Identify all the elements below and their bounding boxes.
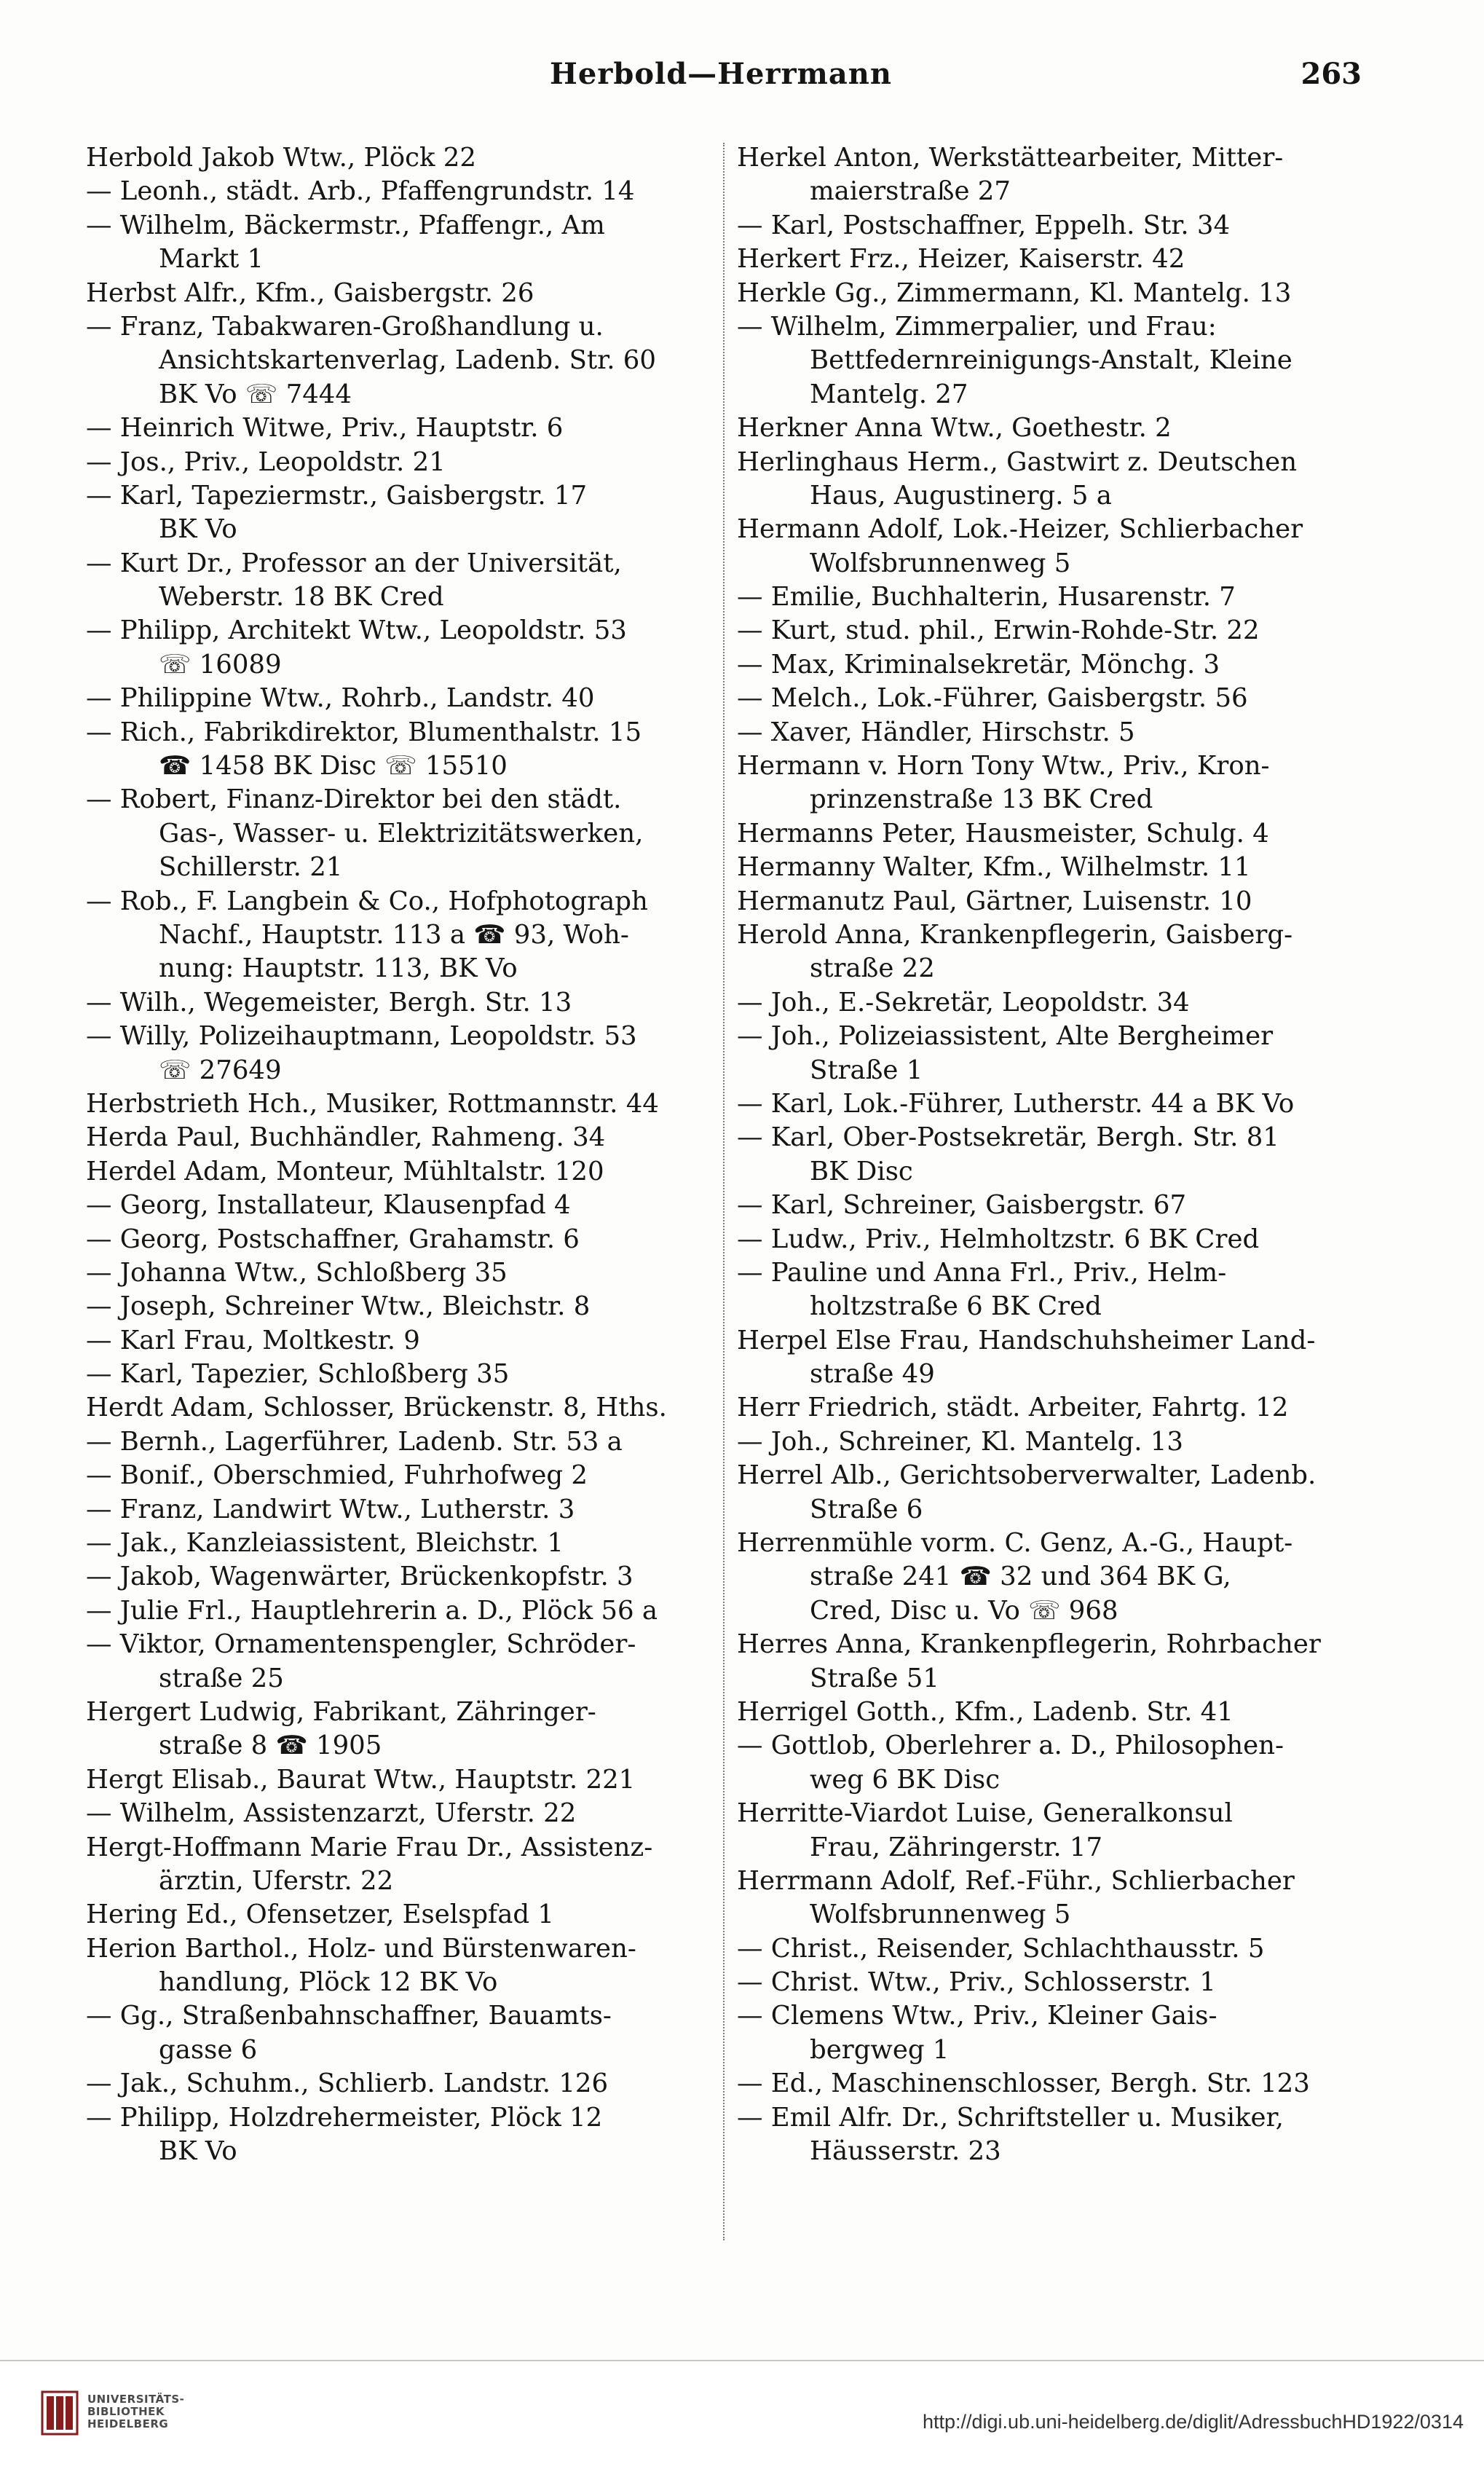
directory-entry: — Melch., Lok.-Führer, Gaisbergstr. 56 (737, 683, 1248, 714)
directory-entry: Herda Paul, Buchhändler, Rahmeng. 34 (86, 1122, 606, 1153)
directory-entry: Hermann v. Horn Tony Wtw., Priv., Kron- (737, 751, 1270, 782)
directory-entry: Herpel Else Frau, Handschuhsheimer Land- (737, 1325, 1316, 1355)
directory-entry: — Georg, Installateur, Klausenpfad 4 (86, 1190, 571, 1221)
entry-continuation-line: Bettfedernreinigungs-Anstalt, Kleine (810, 345, 1292, 376)
entry-continuation-line: Gas-, Wasser- u. Elektrizitätswerken, (159, 818, 644, 849)
entry-continuation-line: Mantelg. 27 (810, 379, 968, 409)
directory-entry: — Jak., Kanzleiassistent, Bleichstr. 1 (86, 1528, 564, 1559)
directory-entry: — Karl Frau, Moltkestr. 9 (86, 1325, 420, 1355)
entry-continuation-line: straße 49 (810, 1359, 935, 1390)
directory-entry: Herbstrieth Hch., Musiker, Rottmannstr. 44 (86, 1088, 659, 1119)
directory-entry: Herkert Frz., Heizer, Kaiserstr. 42 (737, 244, 1185, 275)
directory-entry: — Jak., Schuhm., Schlierb. Landstr. 126 (86, 2068, 609, 2099)
logo-line: HEIDELBERG (87, 2417, 169, 2430)
directory-entry: — Max, Kriminalsekretär, Mönchg. 3 (737, 649, 1220, 680)
directory-entry: — Pauline und Anna Frl., Priv., Helm- (737, 1257, 1227, 1288)
column-divider (723, 143, 725, 2240)
directory-entry: — Gg., Straßenbahnschaffner, Bauamts- (86, 2001, 612, 2031)
entry-continuation-line: straße 241 ☎ 32 und 364 BK G, (810, 1562, 1231, 1592)
entry-continuation-line: straße 22 (810, 953, 935, 984)
entry-continuation-line: ☏ 16089 (159, 649, 282, 680)
directory-entry: Herritte-Viardot Luise, Generalkonsul (737, 1798, 1233, 1829)
directory-entry: Herkel Anton, Werkstättearbeiter, Mitter- (737, 143, 1284, 173)
directory-entry: Herrenmühle vorm. C. Genz, A.-G., Haupt- (737, 1528, 1293, 1559)
directory-entry: — Ed., Maschinenschlosser, Bergh. Str. 123 (737, 2068, 1310, 2099)
entry-continuation-line: Straße 51 (810, 1663, 939, 1693)
entry-continuation-line: BK Vo (159, 2136, 237, 2167)
directory-entry: Herrel Alb., Gerichtsoberverwalter, Ladenb. (737, 1460, 1317, 1491)
directory-entry: Herdt Adam, Schlosser, Brückenstr. 8, Hths. (86, 1393, 667, 1423)
directory-entry: Hermanutz Paul, Gärtner, Luisenstr. 10 (737, 886, 1252, 916)
directory-entry: — Viktor, Ornamentenspengler, Schröder- (86, 1629, 636, 1660)
directory-entry: — Kurt Dr., Professor an der Universität, (86, 548, 622, 578)
page-number: 263 (1301, 57, 1362, 91)
entry-continuation-line: Haus, Augustinerg. 5 a (810, 480, 1112, 511)
directory-entry: Herbold Jakob Wtw., Plöck 22 (86, 143, 476, 173)
left-column (86, 141, 712, 2168)
entry-continuation-line: Wolfsbrunnenweg 5 (810, 548, 1071, 578)
right-column (737, 141, 1363, 2168)
directory-entry: Herr Friedrich, städt. Arbeiter, Fahrtg. 12 (737, 1393, 1289, 1423)
entry-continuation-line: Markt 1 (159, 244, 264, 275)
entry-continuation-line: Weberstr. 18 BK Cred (159, 582, 444, 613)
logo-line: UNIVERSITÄTS- (87, 2393, 185, 2406)
running-title: Herbold—Herrmann (550, 57, 892, 91)
directory-entry: Herrmann Adolf, Ref.-Führ., Schlierbacher (737, 1865, 1295, 1896)
entry-continuation-line: weg 6 BK Disc (810, 1764, 1000, 1795)
directory-entry: — Jos., Priv., Leopoldstr. 21 (86, 446, 446, 477)
entry-continuation-line: prinzenstraße 13 BK Cred (810, 784, 1153, 815)
entry-continuation-line: handlung, Plöck 12 BK Vo (159, 1967, 498, 1998)
directory-entry: — Wilh., Wegemeister, Bergh. Str. 13 (86, 987, 572, 1017)
university-library-logo-icon (38, 2388, 82, 2438)
entry-continuation-line: maierstraße 27 (810, 176, 1011, 207)
directory-entry: — Karl, Ober-Postsekretär, Bergh. Str. 81 (737, 1122, 1279, 1153)
directory-entry: Herbst Alfr., Kfm., Gaisbergstr. 26 (86, 277, 534, 308)
directory-entry: — Heinrich Witwe, Priv., Hauptstr. 6 (86, 413, 564, 444)
directory-entry: Herion Barthol., Holz- und Bürstenwaren- (86, 1933, 636, 1964)
directory-entry: — Jakob, Wagenwärter, Brückenkopfstr. 3 (86, 1562, 634, 1592)
directory-entry: — Wilhelm, Zimmerpalier, und Frau: (737, 311, 1217, 342)
directory-entry: — Rob., F. Langbein & Co., Hofphotograph (86, 886, 648, 916)
directory-entry: Herold Anna, Krankenpflegerin, Gaisberg- (737, 919, 1293, 950)
entry-continuation-line: nung: Hauptstr. 113, BK Vo (159, 953, 518, 984)
entry-continuation-line: BK Vo ☏ 7444 (159, 379, 352, 409)
entry-continuation-line: Nachf., Hauptstr. 113 a ☎ 93, Woh- (159, 919, 629, 950)
directory-entry: — Wilhelm, Bäckermstr., Pfaffengr., Am (86, 210, 605, 240)
directory-entry: Hermanny Walter, Kfm., Wilhelmstr. 11 (737, 852, 1251, 883)
directory-entry: — Kurt, stud. phil., Erwin-Rohde-Str. 22 (737, 615, 1260, 646)
directory-entry: — Karl, Schreiner, Gaisbergstr. 67 (737, 1190, 1187, 1221)
directory-entry: — Rich., Fabrikdirektor, Blumenthalstr. 15 (86, 717, 642, 747)
entry-continuation-line: ärztin, Uferstr. 22 (159, 1865, 394, 1896)
directory-entry: — Christ., Reisender, Schlachthausstr. 5 (737, 1933, 1265, 1964)
entry-continuation-line: Wolfsbrunnenweg 5 (810, 1900, 1071, 1930)
directory-entry: — Philippine Wtw., Rohrb., Landstr. 40 (86, 683, 595, 714)
directory-entry: Hermann Adolf, Lok.-Heizer, Schlierbacher (737, 514, 1303, 545)
entry-continuation-line: ☏ 27649 (159, 1055, 282, 1085)
entry-continuation-line: bergweg 1 (810, 2034, 950, 2065)
entry-continuation-line: BK Disc (810, 1156, 913, 1186)
directory-entry: — Emilie, Buchhalterin, Husarenstr. 7 (737, 582, 1236, 613)
directory-entry: Herrigel Gotth., Kfm., Ladenb. Str. 41 (737, 1696, 1234, 1727)
directory-entry: — Karl, Lok.-Führer, Lutherstr. 44 a BK Vo (737, 1088, 1295, 1119)
directory-entry: Hergt-Hoffmann Marie Frau Dr., Assistenz- (86, 1832, 653, 1862)
entry-continuation-line: Häusserstr. 23 (810, 2136, 1001, 2167)
entry-continuation-line: BK Vo (159, 514, 237, 545)
directory-entry: — Joh., E.-Sekretär, Leopoldstr. 34 (737, 987, 1190, 1017)
directory-entry: — Robert, Finanz-Direktor bei den städt. (86, 784, 622, 815)
directory-entry: — Gottlob, Oberlehrer a. D., Philosophen- (737, 1731, 1284, 1761)
entry-continuation-line: Frau, Zähringerstr. 17 (810, 1832, 1103, 1862)
directory-entry: — Philipp, Holzdrehermeister, Plöck 12 (86, 2102, 603, 2133)
directory-entry: — Clemens Wtw., Priv., Kleiner Gais- (737, 2001, 1217, 2031)
entry-continuation-line: Straße 1 (810, 1055, 923, 1085)
directory-entry: — Franz, Tabakwaren-Großhandlung u. (86, 311, 604, 342)
page-header (80, 57, 1362, 101)
source-url-link[interactable]: http://digi.ub.uni-heidelberg.de/diglit/AdressbuchHD1922/0314 (922, 2411, 1464, 2433)
directory-entry: Hermanns Peter, Hausmeister, Schulg. 4 (737, 818, 1269, 849)
directory-entry: — Philipp, Architekt Wtw., Leopoldstr. 53 (86, 615, 627, 646)
directory-entry: — Julie Frl., Hauptlehrerin a. D., Plöck 56 a (86, 1595, 658, 1626)
footer (0, 2361, 1484, 2480)
entry-continuation-line: straße 25 (159, 1663, 284, 1693)
directory-entry: — Johanna Wtw., Schloßberg 35 (86, 1257, 508, 1288)
directory-entry: — Christ. Wtw., Priv., Schlosserstr. 1 (737, 1967, 1216, 1998)
directory-entry: Herres Anna, Krankenpflegerin, Rohrbacher (737, 1629, 1321, 1660)
directory-entry: — Ludw., Priv., Helmholtzstr. 6 BK Cred (737, 1224, 1260, 1254)
directory-entry: — Leonh., städt. Arb., Pfaffengrundstr. 14 (86, 176, 635, 207)
directory-entry: Herdel Adam, Monteur, Mühltalstr. 120 (86, 1156, 604, 1186)
directory-entry: — Georg, Postschaffner, Grahamstr. 6 (86, 1224, 580, 1254)
entry-continuation-line: Straße 6 (810, 1494, 923, 1524)
directory-entry: Herkner Anna Wtw., Goethestr. 2 (737, 413, 1172, 444)
directory-entry: Hering Ed., Ofensetzer, Eselspfad 1 (86, 1900, 554, 1930)
entry-continuation-line: ☎ 1458 BK Disc ☏ 15510 (159, 751, 508, 782)
directory-entry: — Emil Alfr. Dr., Schriftsteller u. Musiker, (737, 2102, 1284, 2133)
directory-entry: Herlinghaus Herm., Gastwirt z. Deutschen (737, 446, 1298, 477)
directory-entry: — Franz, Landwirt Wtw., Lutherstr. 3 (86, 1494, 575, 1524)
entry-continuation-line: holtzstraße 6 BK Cred (810, 1291, 1102, 1322)
directory-entry: Hergt Elisab., Baurat Wtw., Hauptstr. 221 (86, 1764, 636, 1795)
entry-continuation-line: straße 8 ☎ 1905 (159, 1731, 382, 1761)
logo-line: BIBLIOTHEK (87, 2405, 165, 2418)
directory-entry: — Karl, Tapezier, Schloßberg 35 (86, 1359, 510, 1390)
directory-entry: — Joseph, Schreiner Wtw., Bleichstr. 8 (86, 1291, 591, 1322)
entry-continuation-line: Schillerstr. 21 (159, 852, 343, 883)
directory-entry: — Joh., Schreiner, Kl. Mantelg. 13 (737, 1426, 1183, 1457)
directory-entry: — Bernh., Lagerführer, Ladenb. Str. 53 a (86, 1426, 623, 1457)
directory-entry: — Wilhelm, Assistenzarzt, Uferstr. 22 (86, 1798, 577, 1829)
directory-entry: — Karl, Tapeziermstr., Gaisbergstr. 17 (86, 480, 588, 511)
directory-entry: — Joh., Polizeiassistent, Alte Bergheimer (737, 1021, 1274, 1052)
entry-continuation-line: Ansichtskartenverlag, Ladenb. Str. 60 (159, 345, 656, 376)
directory-entry: — Bonif., Oberschmied, Fuhrhofweg 2 (86, 1460, 588, 1491)
directory-entry: — Willy, Polizeihauptmann, Leopoldstr. 53 (86, 1021, 637, 1052)
directory-entry: Herkle Gg., Zimmermann, Kl. Mantelg. 13 (737, 277, 1292, 308)
entry-continuation-line: Cred, Disc u. Vo ☏ 968 (810, 1595, 1118, 1626)
directory-entry: Hergert Ludwig, Fabrikant, Zähringer- (86, 1696, 596, 1727)
entry-continuation-line: gasse 6 (159, 2034, 258, 2065)
directory-entry: — Xaver, Händler, Hirschstr. 5 (737, 717, 1135, 747)
library-logo-text (87, 2393, 184, 2430)
directory-entry: — Karl, Postschaffner, Eppelh. Str. 34 (737, 210, 1231, 240)
